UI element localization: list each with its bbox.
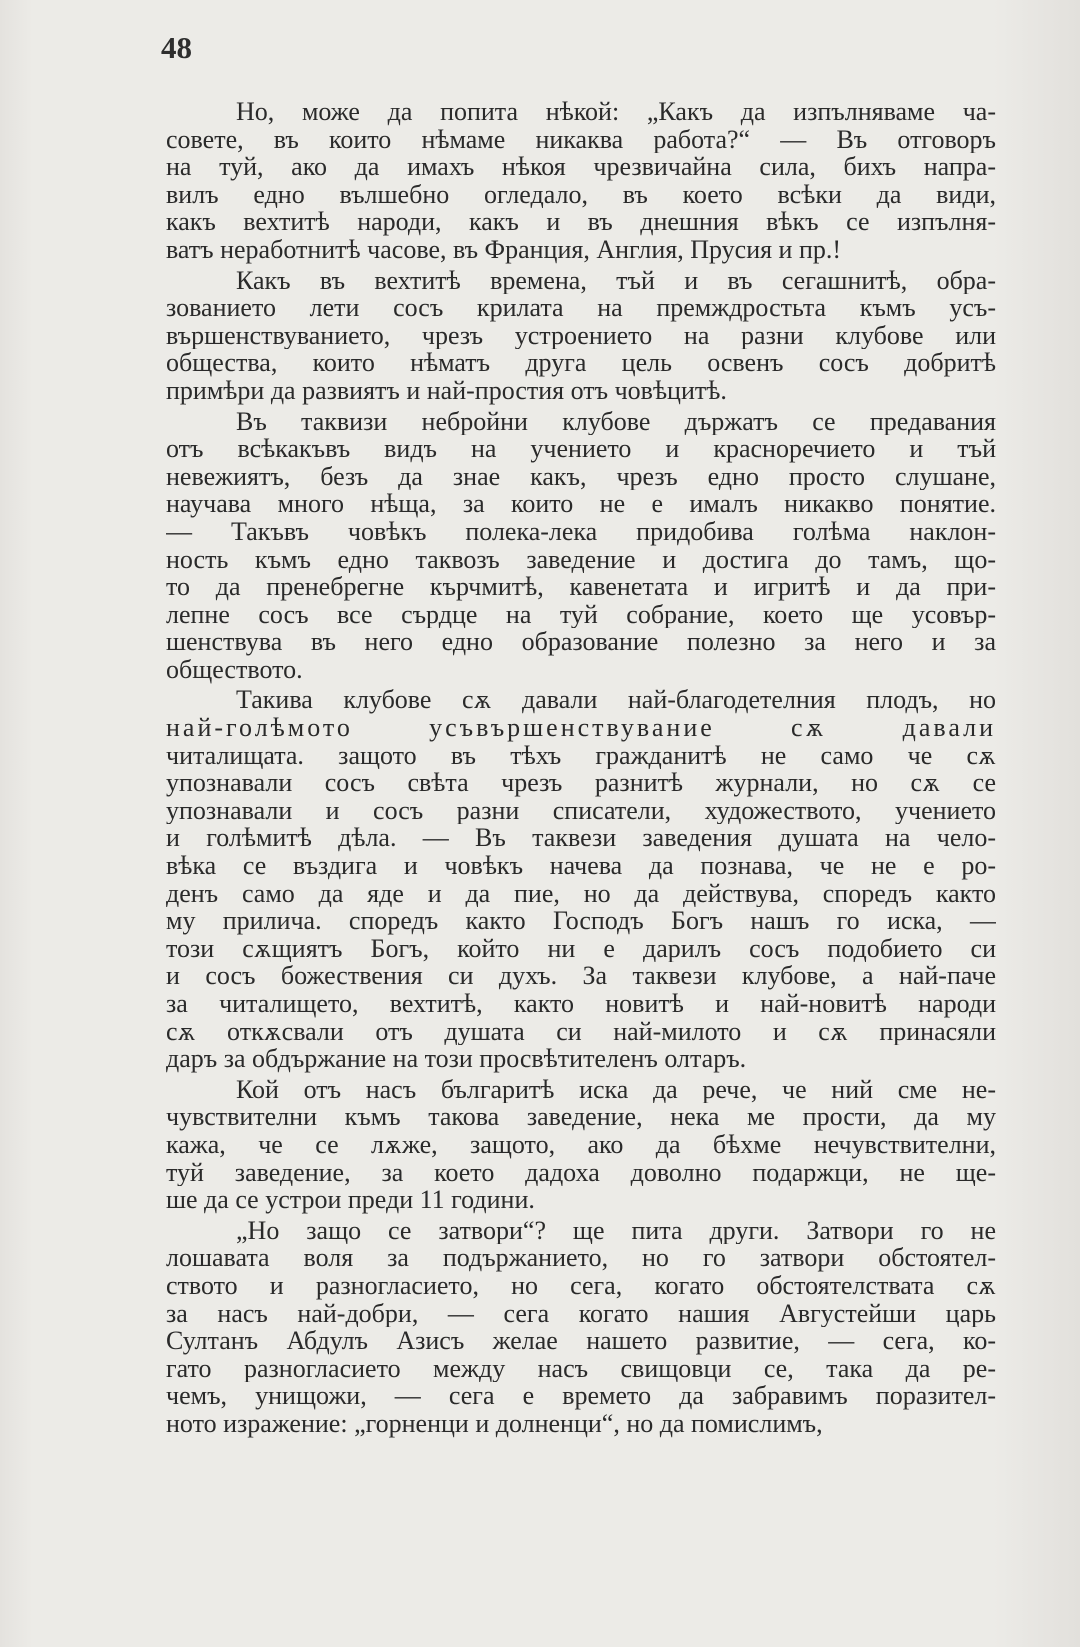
text-line: Но, може да попита нѣкой: „Какъ да изпълняваме ча- [236,98,996,126]
text-line: Такива клубове сѫ давали най-благодетелния плодъ, но [236,686,996,715]
text-line: ность къмъ едно таквозъ заведение и достига до тамъ, що- [166,545,996,574]
text-line: сѫ откѫсвали отъ душата си най-милото и сѫ принасяли [166,1017,996,1046]
text-line: Султанъ Абдулъ Азисъ желае нашето развитие, — сега, ко- [166,1327,996,1355]
text-line: читалищата. защото въ тѣхъ гражданитѣ не само че сѫ [166,741,996,770]
text-line: примѣри да развиятъ и най-простия отъ човѣцитѣ. [166,375,727,405]
text-line: какъ вехтитѣ народи, какъ и въ днешния вѣкъ се изпълня- [166,208,996,236]
text-line: — Такъвъ човѣкъ полека-лека придобива голѣма наклон- [166,517,996,546]
text-line: зованието лети сосъ крилата на премждростьта къмъ усъ- [166,294,996,322]
body-text [166,98,996,1441]
page-number: 48 [161,30,192,65]
text-line: шенствува въ него едно образование полезно за него и за [166,628,996,656]
text-line: гато разногласието между насъ свищовци се, така да ре- [166,1354,996,1383]
text-line: ше да се устрои преди 11 години. [166,1185,535,1215]
text-line: за насъ най-добри, — сега когато нашия Августейши царь [166,1299,996,1328]
text-line: упознавали и сосъ разни списатели, художеството, учението [166,796,996,825]
text-line: вѣка се въздига и човѣкъ начева да познава, че не е ро- [166,852,996,880]
text-line: ватъ неработнитѣ часове, въ Франция, Англия, Прусия и пр.! [166,234,842,264]
text-line: научава много нѣща, за които не е ималъ никакво понятие. [166,490,996,518]
text-line: Кой отъ насъ българитѣ иска да рече, че ний сме не- [236,1075,996,1104]
text-line: ството и разногласието, но сега, когато обстоятелствата сѫ [166,1271,996,1300]
paragraph [166,408,996,684]
paragraph [166,98,996,264]
text-line: и сосъ божествения си духъ. За таквези клубове, а най-паче [166,962,996,990]
text-line: и голѣмитѣ дѣла. — Въ таквези заведения душата на чело- [166,824,996,853]
text-line: лошавата воля за подържанието, но го затвори обстоятел- [166,1244,996,1272]
text-line: невежиятъ, безъ да знае какъ, чрезъ едно просто слушане, [166,462,996,491]
text-line: ното изражение: „горненци и долненци“, но да помислимъ, [166,1408,823,1438]
text-line: Въ таквизи небройни клубове държатъ се предавания [236,407,996,436]
text-line: за читалището, вехтитѣ, както новитѣ и най-новитѣ народи [166,990,996,1018]
paragraph [166,1217,996,1438]
text-line: „Но защо се затвори“? ще пита други. Затвори го не [236,1216,996,1245]
text-line: Какъ въ вехтитѣ времена, тъй и въ сегашнитѣ, обра- [236,266,996,295]
text-line: упознавали сосъ свѣта чрезъ разнитѣ журнали, но сѫ се [166,769,996,797]
text-line: най-голѣмото усъвършенствувание сѫ давали [166,714,996,742]
text-line: чемъ, унищожи, — сега е времето да забравимъ поразител- [166,1382,996,1410]
text-line: обществото. [166,654,303,684]
text-line: чувствителни къмъ такова заведение, нека ме прости, да му [166,1103,996,1131]
text-line: даръ за обдържание на този просвѣтителенъ олтаръ. [166,1044,747,1074]
text-line: денъ само да яде и да пие, но да действува, споредъ както [166,879,996,908]
text-line: този сѫщиятъ Богъ, който ни е дарилъ сосъ подобието си [166,934,996,963]
paragraph [166,1076,996,1214]
text-line: туй заведение, за което дадоха доволно подаржци, не ще- [166,1158,996,1187]
text-line: отъ всѣкакъвъ видъ на учението и красноречието и тъй [166,435,996,463]
text-line: то да пренебрегне кърчмитѣ, кавенетата и игритѣ и да при- [166,573,996,601]
text-line: вилъ едно вълшебно огледало, въ което всѣки да види, [166,180,996,209]
text-line: лепне сосъ все сърдце на туй собрание, което ще усовър- [166,600,996,629]
paragraph [166,267,996,405]
text-line: на туй, ако да имахъ нѣкоя чрезвичайна сила, бихъ напра- [166,153,996,181]
text-line: му прилича. споредъ както Господъ Богъ нашъ го иска, — [166,907,996,935]
text-line: общества, които нѣматъ друга цель освенъ сосъ добритѣ [166,349,996,377]
paragraph [166,686,996,1072]
text-line: кажа, че се лѫже, защото, ако да бѣхме нечувствителни, [166,1130,996,1159]
text-line: вършенствуванието, чрезъ устроението на разни клубове или [166,321,996,350]
text-line: совете, въ които нѣмаме никаква работа?“ — Въ отговоръ [166,125,996,154]
